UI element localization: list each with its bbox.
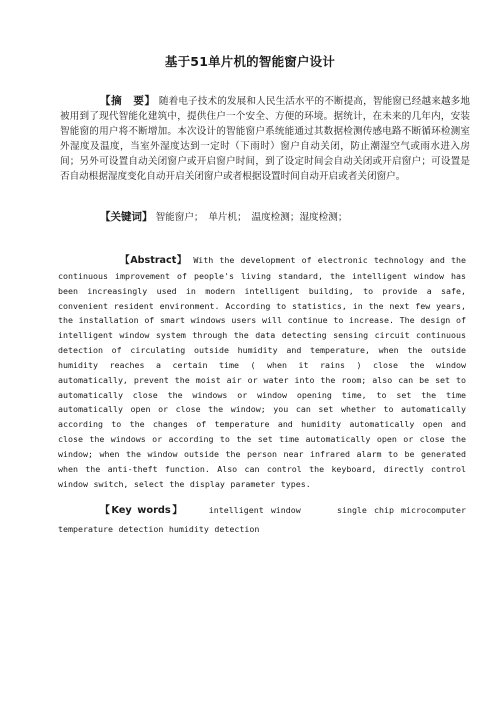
chinese-abstract-text: 随着电子技术的发展和人民生活水平的不断提高，智能窗已经越来越多地被用到了现代智能化建筑中，提供住户一个安全、方便的环境。据统计，在未来的几年内，安装智能窗的用户将不断增加。本次设计的智能窗户系统能通过其数据检测传感电路不断循环检测室外湿度及温度，当室外湿度达到一定时（下雨时）窗户自动关闭，防止潮湿空气或雨水进入房间；另外可设置自动关闭窗户或开启窗户时间，到了设定时间会自动关闭或开启窗户；可设置是否自动根据湿度变化自动开启关闭窗户或者根据设置时间自动开启或者关闭窗户。: [60, 96, 470, 182]
keyword-item: temperature detection: [58, 524, 164, 534]
chinese-keywords-text: 智能窗户； 单片机； 温度检测；湿度检测；: [155, 212, 348, 223]
keyword-item: humidity detection: [168, 524, 260, 534]
english-keywords: [58, 501, 466, 538]
english-keywords-label: 【Key words】: [100, 505, 184, 516]
page-title: 基于51单片机的智能窗户设计: [164, 54, 336, 69]
chinese-abstract-label: 【摘 要】: [100, 95, 156, 107]
english-abstract-text: With the development of electronic technology and the continuous improvement of people's living standard, the intelligent window has been increasingly used in modern intelligent building, to provide a safe, convenient resident environment. According to statistics, in the next few years, the installation of smart windows users will continue to increase. The design of intelligent window system through the data detecting sensing circuit continuous detection of circulating outside humidity and temperature, when the outside humidity reaches a certain time ( when it rains ) close the window automatically, prevent the moist air or water into the room; also can be set to automatically close the windows or window opening time, to set the time automatically open or close the window; you can set whether to automatically according to the changes of temperature and humidity automatically open and close the windows or according to the set time automatically open or close the window; when the window outside the person near infrared alarm to be generated when the anti-theft function. Also can control the keyboard, directly control window switch, select the display parameter types.: [58, 255, 466, 489]
english-abstract: [58, 253, 466, 492]
english-abstract-label: 【Abstract】: [120, 255, 188, 266]
chinese-keywords-label: 【关键词】: [100, 211, 153, 223]
chinese-abstract: [60, 94, 470, 184]
keyword-item: intelligent window: [208, 505, 301, 515]
chinese-keywords: [100, 210, 470, 225]
keyword-item: single chip microcomputer: [336, 505, 466, 515]
